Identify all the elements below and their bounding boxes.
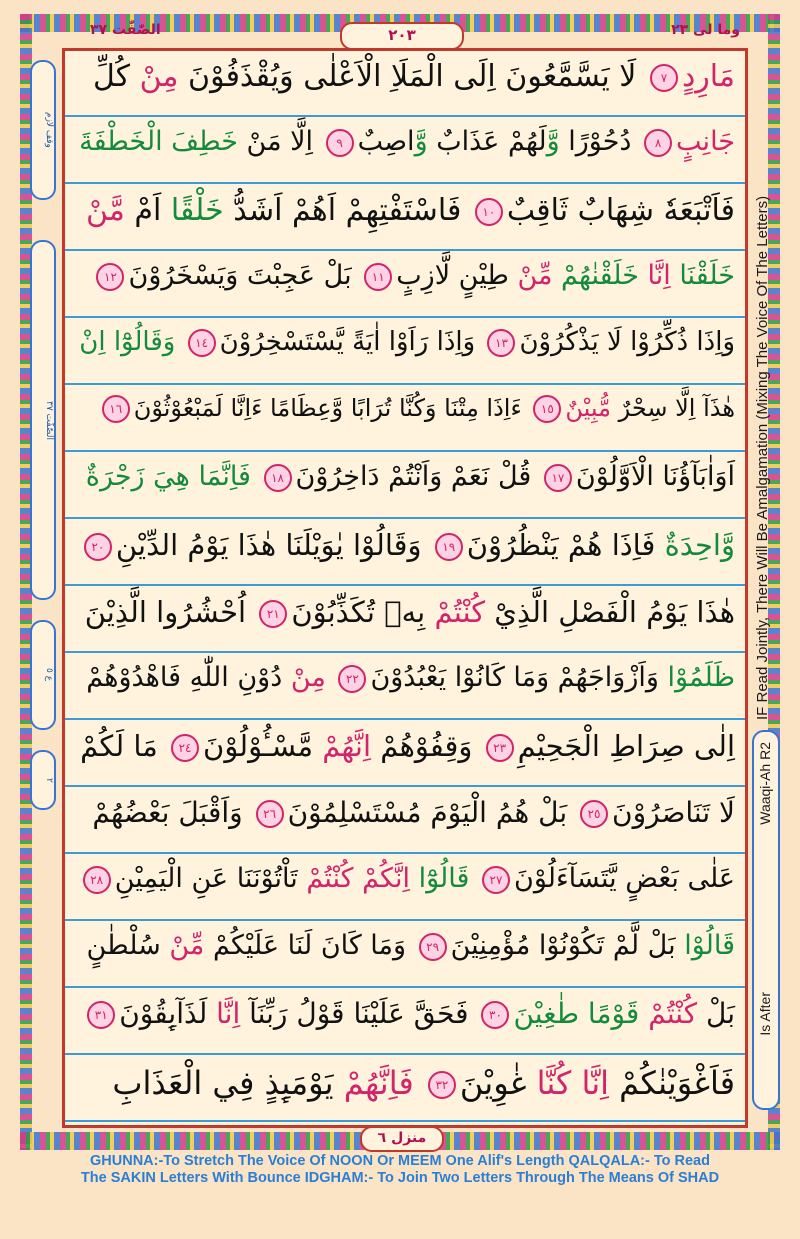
arabic-segment: فَاِذَا هُمْ يَنْظُرُوْنَ: [466, 528, 665, 562]
amalgamation-note: IF Read Jointly, There Will Be Amalgamation (Mixing The Voice Of The Letters): [754, 195, 771, 720]
arabic-segment: جَانِبٍ: [676, 126, 735, 157]
verse-line: [65, 788, 745, 854]
verse-line: [65, 922, 745, 988]
arabic-segment: وَقِفُوْهُمْ: [371, 729, 482, 763]
verse-number-marker: ١٩: [435, 533, 463, 561]
verse-number-marker: ٢٦: [256, 800, 284, 828]
arabic-segment: ءَاِذَا مِتْنَا وَكُنَّا تُرَابًا وَّعِظَامًا ءَاِنَّا لَمَبْعُوْثُوْنَ: [133, 394, 530, 422]
arabic-text: [80, 528, 735, 562]
tajweed-legend: [0, 1153, 800, 1187]
arabic-text: [87, 930, 735, 961]
ruku-marker: ع ٥: [30, 620, 56, 730]
arabic-segment: وَاِذَا ذُكِّرُوْا لَا يَذْكُرُوْنَ: [519, 327, 735, 357]
verse-number-marker: ١٣: [487, 329, 515, 357]
verse-line: [65, 319, 745, 385]
verse-line: [65, 989, 745, 1055]
verse-number-marker: ١١: [364, 263, 392, 291]
arabic-text: [86, 662, 735, 693]
arabic-segment: كُلِّ: [93, 59, 140, 94]
verse-line: [65, 185, 745, 251]
arabic-text: [93, 59, 735, 94]
verse-number-marker: ٢١: [259, 600, 287, 628]
verse-line: [65, 654, 745, 720]
arabic-segment: بَلْ لَّمْ تَكُوْنُوْا مُؤْمِنِيْنَ: [450, 930, 685, 961]
arabic-segment: فَاسْتَفْتِهِمْ اَهُمْ اَشَدُّ: [223, 193, 471, 228]
arabic-segment: لَهُمْ عَذَابٌ: [427, 126, 547, 157]
arabic-segment: اِنَّا كُنَّا: [536, 1064, 609, 1102]
is-after-label: Is After: [757, 992, 773, 1036]
arabic-segment: مَارِدٍ: [681, 59, 735, 94]
arabic-text: [79, 126, 735, 157]
verse-number-marker: ١٠: [475, 198, 503, 226]
verse-number-marker: ٨: [644, 129, 672, 157]
waqi-ah-box: [752, 730, 780, 1110]
verse-number-marker: ٣٠: [481, 1001, 509, 1029]
verse-number-marker: ٢٥: [580, 800, 608, 828]
arabic-segment: وَقَالُوْٓا اِنْ: [79, 327, 184, 357]
arabic-segment: وَّاحِدَةٌ: [664, 528, 735, 562]
manzil-marker: منزل ٦: [360, 1126, 444, 1152]
header-juz: وما لی ۲۳: [671, 22, 740, 38]
verse-number-marker: ٢٠: [84, 533, 112, 561]
arabic-segment: كُنْتُمْ: [648, 997, 698, 1030]
verse-line: [65, 587, 745, 653]
arabic-segment: دُوْنِ اللّٰهِ فَاهْدُوْهُمْ: [86, 662, 291, 693]
arabic-segment: مُّبِيْنٌ: [565, 394, 611, 422]
arabic-text: [79, 863, 735, 894]
arabic-segment: مِّنْ: [169, 930, 205, 961]
arabic-text: [83, 997, 735, 1030]
verse-number-marker: ٢٩: [419, 933, 447, 961]
verse-line: [65, 51, 745, 117]
arabic-segment: بِهٖ تُكَذِّبُوْنَ: [291, 595, 435, 629]
arabic-segment: هٰذَآ اِلَّا سِحْرٌ: [610, 394, 735, 422]
arabic-segment: هٰذَا يَوْمُ الْفَصْلِ الَّذِيْ: [485, 595, 735, 629]
arabic-segment: دُحُوْرًا: [559, 126, 641, 157]
verse-line: [65, 118, 745, 184]
arabic-segment: غٰوِيْنَ: [459, 1064, 537, 1102]
verse-number-marker: ١٦: [102, 395, 130, 423]
arabic-segment: مِّنْ: [517, 260, 553, 291]
arabic-segment: اِنَّا: [638, 260, 680, 291]
verse-number-marker: ١٧: [544, 464, 572, 492]
arabic-segment: قَوْمًا طٰغِيْنَ: [513, 997, 649, 1030]
arabic-segment: وَقَالُوْا يٰوَيْلَنَا هٰذَا يَوْمُ الدِّيْنِ: [115, 528, 431, 562]
left-margin-note-bottom: ٢: [30, 750, 56, 810]
verse-number-marker: ٢٢: [338, 665, 366, 693]
arabic-text: [80, 729, 735, 763]
text-frame: [62, 48, 748, 1128]
verse-number-marker: ٣٢: [428, 1071, 456, 1099]
arabic-text: [92, 796, 735, 829]
arabic-segment: فَاَتْبَعَهٗ شِهَابٌ ثَاقِبٌ: [506, 193, 735, 228]
verse-line: [65, 386, 745, 452]
verse-number-marker: ٣١: [87, 1001, 115, 1029]
left-margin-note-top: وقف لازم: [30, 60, 56, 200]
arabic-segment: مَّنْ: [85, 193, 125, 228]
verse-number-marker: ٢٨: [83, 866, 111, 894]
verse-line: [65, 1056, 745, 1122]
arabic-segment: مَا لَكُمْ: [80, 729, 168, 763]
arabic-segment: بَلْ: [697, 997, 735, 1030]
arabic-segment: خَلَقْنٰهُمْ: [552, 260, 639, 291]
arabic-text: [92, 260, 735, 291]
arabic-segment: قَالُوْٓا: [410, 863, 478, 894]
arabic-segment: كُنْتُمْ: [434, 595, 486, 629]
arabic-segment: لَذَآىِٕقُوْنَ: [119, 997, 217, 1030]
arabic-segment: لَا يَسَّمَّعُونَ اِلَى الْمَلَاِ الْاَعْلٰى وَيُقْذَفُوْنَ: [178, 59, 646, 94]
verse-number-marker: ١٤: [188, 329, 216, 357]
arabic-segment: اَوَاٰبَآؤُنَا الْاَوَّلُوْنَ: [575, 461, 735, 492]
verse-line: [65, 520, 745, 586]
arabic-text: [85, 595, 735, 629]
verse-line: [65, 721, 745, 787]
arabic-segment: اِنَّهُمْ: [322, 729, 372, 763]
arabic-segment: قَالُوْا: [684, 930, 735, 961]
header-surah: الصّٰفّٰت ۳۷: [90, 22, 161, 38]
verse-number-marker: ١٢: [96, 263, 124, 291]
verse-line: [65, 453, 745, 519]
arabic-segment: اَمْ: [124, 193, 171, 228]
verse-line: [65, 855, 745, 921]
arabic-segment: وَاَزْوَاجَهُمْ وَمَا كَانُوْا يَعْبُدُوْنَ: [370, 662, 668, 693]
page-number: ۲۰۳: [340, 22, 464, 50]
arabic-segment: اِلَّا مَنْ: [237, 126, 322, 157]
arabic-segment: فَاِنَّمَا هِيَ زَجْرَةٌ: [85, 461, 260, 492]
arabic-segment: لَا تَنَاصَرُوْنَ: [612, 796, 735, 829]
arabic-segment: فَاِنَّهُمْ: [343, 1064, 424, 1102]
arabic-segment: فَحَقَّ عَلَيْنَا قَوْلُ رَبِّنَآ: [240, 997, 478, 1030]
page-header: [0, 22, 800, 48]
arabic-segment: وَمَا كَانَ لَنَا عَلَيْكُمْ: [204, 930, 415, 961]
arabic-segment: خَلَقْنَا: [679, 260, 735, 291]
arabic-text: [86, 461, 735, 492]
verse-number-marker: ٧: [650, 64, 678, 92]
verse-number-marker: ٩: [326, 129, 354, 157]
verse-number-marker: ١٥: [533, 395, 561, 423]
waqi-ah-label: Waaqi-Ah R2: [757, 742, 773, 825]
arabic-segment: سُلْطٰنٍ: [86, 930, 170, 961]
arabic-segment: اصِبٌ: [357, 126, 415, 157]
arabic-segment: طِيْنٍ لَّازِبٍ: [396, 260, 518, 291]
left-margin: [30, 60, 58, 1120]
verse-number-marker: ٢٣: [486, 734, 514, 762]
verse-number-marker: ١٨: [264, 464, 292, 492]
arabic-text: [98, 394, 735, 423]
arabic-segment: اِنَّكُمْ كُنْتُمْ: [306, 863, 410, 894]
arabic-segment: يَوْمَىِٕذٍ فِي الْعَذَابِ: [112, 1064, 344, 1102]
arabic-segment: وَاَقْبَلَ بَعْضُهُمْ: [92, 796, 252, 829]
arabic-segment: وَاِذَا رَاَوْا اٰيَةً يَّسْتَسْخِرُوْنَ: [219, 327, 484, 357]
arabic-segment: خَلْقًا: [170, 193, 224, 228]
arabic-segment: خَطِفَ الْخَطْفَةَ: [79, 126, 238, 157]
arabic-text: [79, 327, 735, 357]
arabic-segment: بَلْ هُمُ الْيَوْمَ مُسْتَسْلِمُوْنَ: [287, 796, 577, 829]
arabic-segment: اِلٰى صِرَاطِ الْجَحِيْمِ: [517, 729, 735, 763]
arabic-segment: بَلْ عَجِبْتَ وَيَسْخَرُوْنَ: [128, 260, 361, 291]
arabic-segment: فَاَغْوَيْنٰكُمْ: [608, 1064, 735, 1102]
arabic-segment: تَاْتُوْنَنَا عَنِ الْيَمِيْنِ: [114, 863, 307, 894]
right-margin: [752, 60, 782, 1120]
verse-number-marker: ٢٤: [171, 734, 199, 762]
left-margin-note-surah: الصّٰفّٰت ۳۷: [30, 240, 56, 600]
arabic-segment: ظَلَمُوْا: [667, 662, 735, 693]
arabic-segment: مِنْ: [139, 59, 179, 94]
arabic-segment: اُحْشُرُوا الَّذِيْنَ: [84, 595, 256, 629]
arabic-segment: وَّ: [414, 126, 428, 157]
arabic-segment: وَّ: [546, 126, 560, 157]
legend-line-2: The SAKIN Letters With Bounce IDGHAM:- To Join Two Letters Through The Means Of SHAD: [80, 1170, 720, 1186]
arabic-segment: اِنَّا: [216, 997, 241, 1030]
arabic-segment: قُلْ نَعَمْ وَاَنْتُمْ دَاخِرُوْنَ: [295, 461, 540, 492]
arabic-segment: مِنْ: [290, 662, 335, 693]
legend-line-1: GHUNNA:-To Stretch The Voice Of NOON Or MEEM One Alif's Length QALQALA:- To Read: [90, 1153, 710, 1169]
arabic-text: [112, 1064, 735, 1102]
verse-number-marker: ٢٧: [482, 866, 510, 894]
arabic-segment: مَّسْـُٔوْلُوْنَ: [203, 729, 323, 763]
arabic-text: [86, 193, 735, 228]
verse-line: [65, 252, 745, 318]
arabic-segment: عَلٰى بَعْضٍ يَّتَسَآءَلُوْنَ: [513, 863, 735, 894]
